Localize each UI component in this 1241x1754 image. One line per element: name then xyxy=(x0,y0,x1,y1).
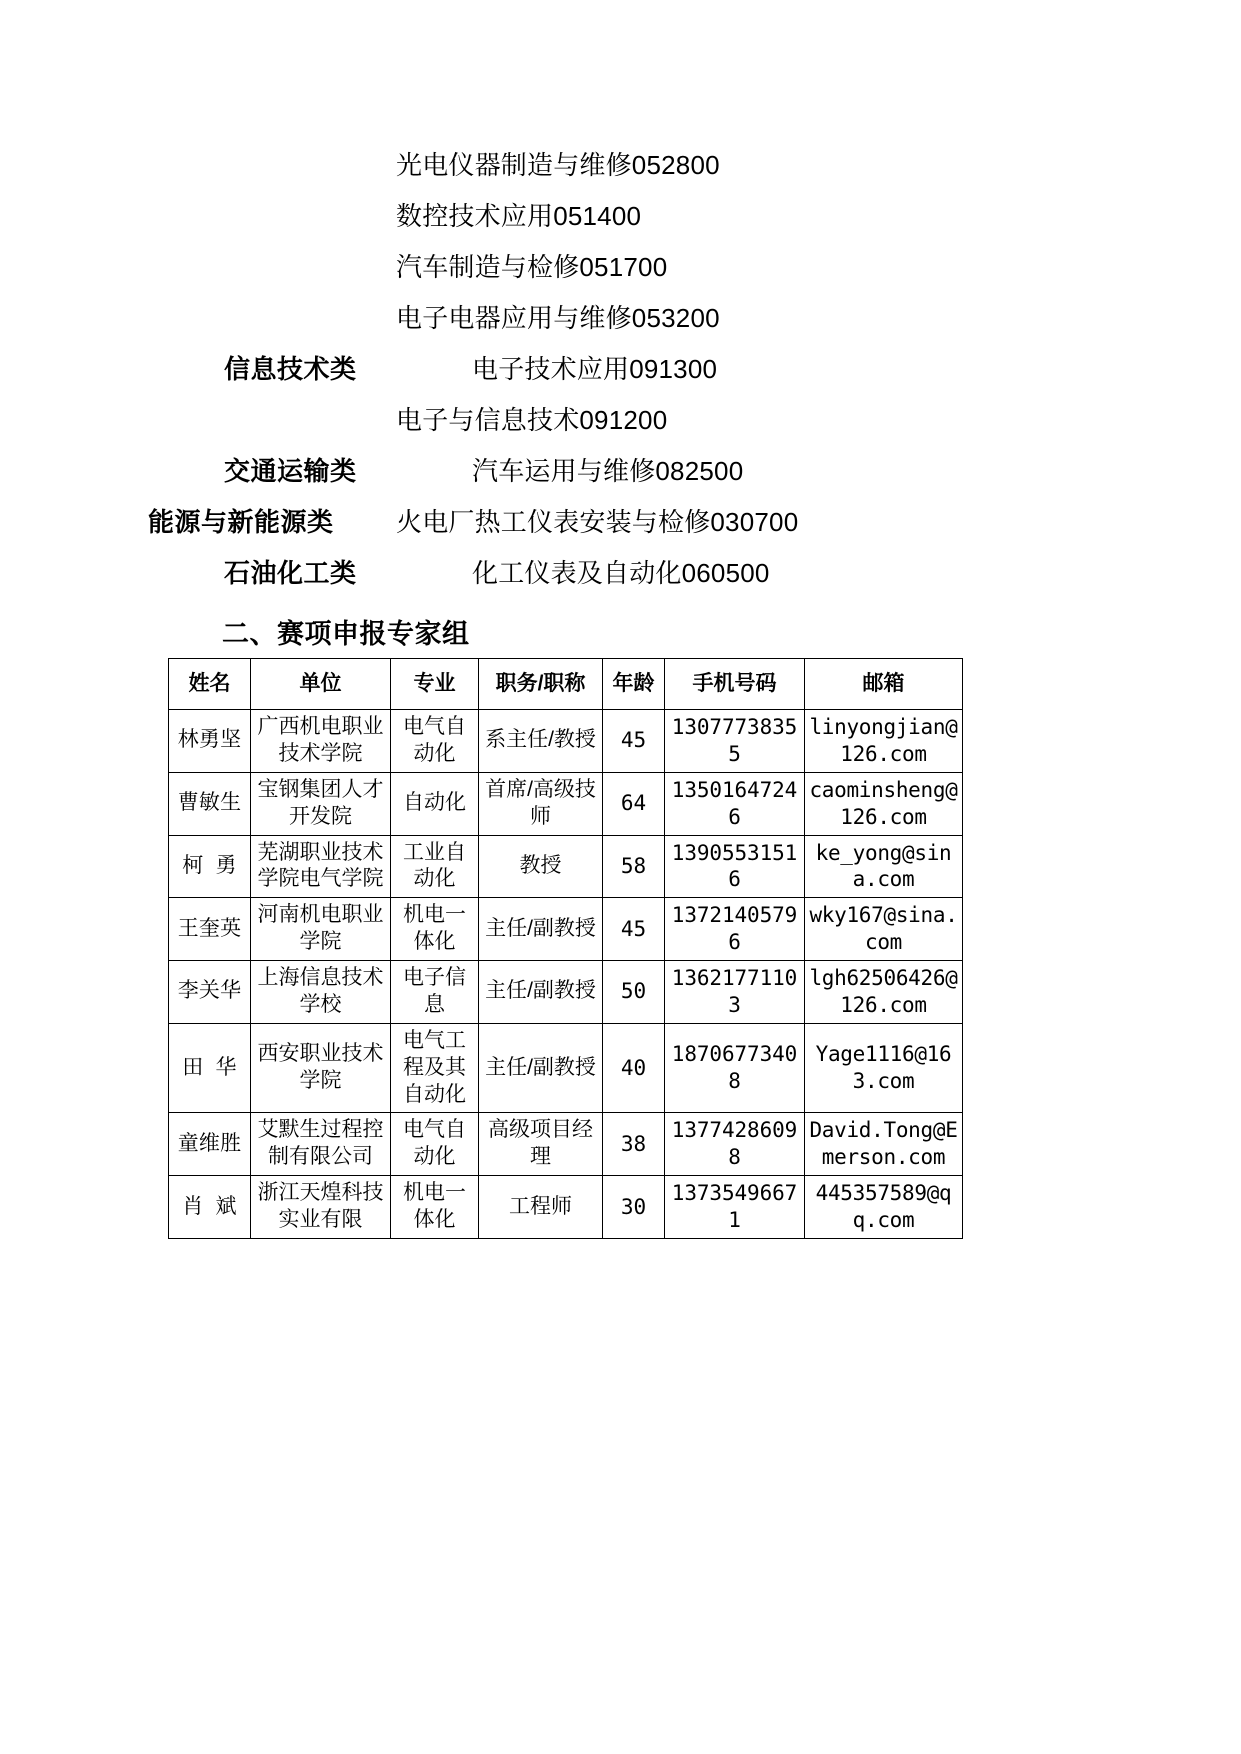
column-header-title: 职务/职称 xyxy=(479,659,603,710)
cell-email: 445357589@qq.com xyxy=(805,1176,963,1239)
major-category-list xyxy=(148,140,1098,599)
cell-email: David.Tong@Emerson.com xyxy=(805,1113,963,1176)
cell-age: 64 xyxy=(603,772,665,835)
table-row xyxy=(169,898,963,961)
experts-table-body xyxy=(169,710,963,1239)
column-header-name: 姓名 xyxy=(169,659,251,710)
cell-title: 主任/副教授 xyxy=(479,1023,603,1113)
cell-unit: 河南机电职业学院 xyxy=(251,898,391,961)
major-specialty-label: 光电仪器制造与维修052800 xyxy=(396,150,720,180)
major-specialty-label: 数控技术应用051400 xyxy=(396,201,642,231)
cell-title: 主任/副教授 xyxy=(479,898,603,961)
cell-title: 首席/高级技师 xyxy=(479,772,603,835)
cell-email: Yage1116@163.com xyxy=(805,1023,963,1113)
major-list-row xyxy=(148,140,1098,191)
column-header-major: 专业 xyxy=(391,659,479,710)
cell-title: 高级项目经理 xyxy=(479,1113,603,1176)
cell-email: caominsheng@126.com xyxy=(805,772,963,835)
section-heading: 二、赛项申报专家组 xyxy=(222,619,470,649)
cell-major: 电气自动化 xyxy=(391,710,479,773)
cell-unit: 芜湖职业技术学院电气学院 xyxy=(251,835,391,898)
cell-age: 38 xyxy=(603,1113,665,1176)
table-row xyxy=(169,772,963,835)
cell-unit: 上海信息技术学校 xyxy=(251,961,391,1024)
column-header-phone: 手机号码 xyxy=(665,659,805,710)
cell-title: 系主任/教授 xyxy=(479,710,603,773)
major-list-row xyxy=(148,446,1098,497)
cell-name: 曹敏生 xyxy=(169,772,251,835)
table-row xyxy=(169,835,963,898)
major-category-label: 石油化工类 xyxy=(224,558,357,588)
table-row xyxy=(169,1023,963,1113)
table-row xyxy=(169,1113,963,1176)
cell-phone: 18706773408 xyxy=(665,1023,805,1113)
cell-email: ke_yong@sina.com xyxy=(805,835,963,898)
major-list-row xyxy=(148,497,1098,548)
cell-age: 50 xyxy=(603,961,665,1024)
cell-name: 田 华 xyxy=(169,1023,251,1113)
cell-name: 林勇坚 xyxy=(169,710,251,773)
cell-title: 主任/副教授 xyxy=(479,961,603,1024)
cell-age: 45 xyxy=(603,710,665,773)
major-specialty-label: 化工仪表及自动化060500 xyxy=(472,558,770,588)
table-row xyxy=(169,1176,963,1239)
cell-phone: 13501647246 xyxy=(665,772,805,835)
cell-title: 教授 xyxy=(479,835,603,898)
cell-title: 工程师 xyxy=(479,1176,603,1239)
cell-email: lgh62506426@126.com xyxy=(805,961,963,1024)
cell-phone: 13905531516 xyxy=(665,835,805,898)
experts-table xyxy=(168,658,963,1239)
cell-major: 电气自动化 xyxy=(391,1113,479,1176)
cell-name: 王奎英 xyxy=(169,898,251,961)
cell-phone: 13621771103 xyxy=(665,961,805,1024)
column-header-age: 年龄 xyxy=(603,659,665,710)
cell-phone: 13077738355 xyxy=(665,710,805,773)
cell-major: 电气工程及其自动化 xyxy=(391,1023,479,1113)
cell-unit: 浙江天煌科技实业有限 xyxy=(251,1176,391,1239)
column-header-email: 邮箱 xyxy=(805,659,963,710)
cell-phone: 13721405796 xyxy=(665,898,805,961)
table-row xyxy=(169,961,963,1024)
cell-unit: 西安职业技术学院 xyxy=(251,1023,391,1113)
cell-unit: 艾默生过程控制有限公司 xyxy=(251,1113,391,1176)
major-list-row xyxy=(148,293,1098,344)
cell-unit: 宝钢集团人才开发院 xyxy=(251,772,391,835)
major-specialty-label: 汽车运用与维修082500 xyxy=(472,456,744,486)
major-category-label: 能源与新能源类 xyxy=(148,507,334,537)
major-specialty-label: 电子与信息技术091200 xyxy=(396,405,668,435)
cell-age: 45 xyxy=(603,898,665,961)
major-specialty-label: 电子电器应用与维修053200 xyxy=(396,303,720,333)
cell-major: 工业自动化 xyxy=(391,835,479,898)
cell-name: 童维胜 xyxy=(169,1113,251,1176)
major-list-row xyxy=(148,344,1098,395)
cell-name: 李关华 xyxy=(169,961,251,1024)
cell-email: linyongjian@126.com xyxy=(805,710,963,773)
table-header-row xyxy=(169,659,963,710)
major-category-label: 信息技术类 xyxy=(224,354,357,384)
major-list-row xyxy=(148,395,1098,446)
cell-major: 自动化 xyxy=(391,772,479,835)
major-specialty-label: 汽车制造与检修051700 xyxy=(396,252,668,282)
major-category-label: 交通运输类 xyxy=(224,456,357,486)
cell-unit: 广西机电职业技术学院 xyxy=(251,710,391,773)
column-header-unit: 单位 xyxy=(251,659,391,710)
major-list-row xyxy=(148,242,1098,293)
cell-phone: 13735496671 xyxy=(665,1176,805,1239)
cell-major: 机电一体化 xyxy=(391,898,479,961)
cell-name: 肖 斌 xyxy=(169,1176,251,1239)
cell-major: 机电一体化 xyxy=(391,1176,479,1239)
major-specialty-label: 电子技术应用091300 xyxy=(472,354,718,384)
cell-email: wky167@sina.com xyxy=(805,898,963,961)
major-list-row xyxy=(148,191,1098,242)
cell-phone: 13774286098 xyxy=(665,1113,805,1176)
cell-name: 柯 勇 xyxy=(169,835,251,898)
major-specialty-label: 火电厂热工仪表安装与检修030700 xyxy=(396,507,799,537)
cell-major: 电子信息 xyxy=(391,961,479,1024)
cell-age: 58 xyxy=(603,835,665,898)
major-list-row xyxy=(148,548,1098,599)
cell-age: 30 xyxy=(603,1176,665,1239)
table-row xyxy=(169,710,963,773)
cell-age: 40 xyxy=(603,1023,665,1113)
